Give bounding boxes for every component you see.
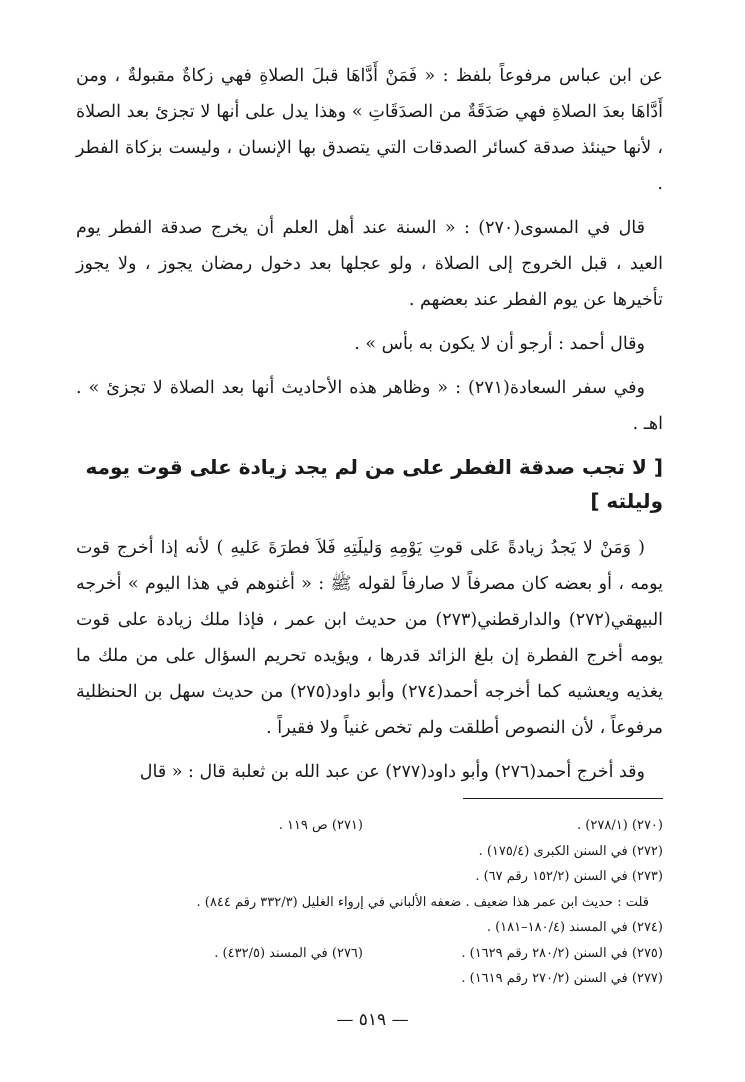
- footnote-276: (٢٧٦) في المسند (٤٣٢/٥) .: [214, 945, 363, 961]
- footnote-273: (٢٧٣) في السنن (١٥٢/٢ رقم ٦٧) .: [475, 869, 663, 884]
- footnote-270: (٢٧٠) (٢٧٨/١) .: [577, 818, 663, 833]
- paragraph-3: وقال أحمد : أرجو أن لا يكون به بأس » .: [354, 334, 645, 354]
- paragraph-4: وفي سفر السعادة(٢٧١) : « وظاهر هذه الأحاديث أنها بعد الصلاة لا تجزئ » . اهـ .: [76, 378, 663, 434]
- paragraph-2: قال في المسوى(٢٧٠) : « السنة عند أهل العلم أن يخرج صدقة الفطر يوم العيد ، قبل الخروج إلى الصلاة ، ولو عجلها بعد دخول رمضان يجوز ، ولا يجوز تأخيرها عن يوم الفطر عند بعضهم .: [76, 218, 663, 310]
- section-heading: [ لا تجب صدقة الفطر على من لم يجد زيادة على قوت يومه وليلته ]: [85, 455, 663, 513]
- footnote-row: [76, 813, 663, 839]
- footnote-274: (٢٧٤) في المسند (١٨٠/٤–١٨١) .: [486, 920, 663, 935]
- paragraph-5: ( وَمَنْ لا يَجدُ زيادةً عَلى قوتِ يَوْمِهِ وَليلَتِهِ فَلاَ فطرَةَ عَليهِ ) لأنه إذا أخرج قوت يومه ، أو بعضه كان مصرفاً لا صارفاً لقوله ﷺ : « أغنوهم في هذا اليوم » أخرجه البيهقي(٢٧٢) والدارقطني(٢٧٣) من حديث ابن عمر ، فإذا ملك زيادة على قوت يومه أخرج الفطرة إن بلغ الزائد قدرها ، ويؤيده تحريم السؤال على من ملك ما يغذيه ويعشيه كما أخرجه أحمد(٢٧٤) وأبو داود(٢٧٥) من حديث سهل بن الحنظلية مرفوعاً ، لأن النصوص أطلقت ولم تخص غنياً ولا فقيراً .: [76, 538, 664, 738]
- footnote-271: (٢٧١) ص ١١٩ .: [278, 818, 363, 833]
- paragraph-1: عن ابن عباس مرفوعاً بلفظ : « فَمَنْ أَدَّاهَا قبلَ الصلاةِ فهي زكاةٌ مقبولةٌ ، ومن أَدَّاهَا بعدَ الصلاةِ فهي صَدَقَةٌ من الصدَقَاتِ » وهذا يدل على أنها لا تجزئ بعد الصلاة ، لأنها حينئذ صدقة كسائر الصدقات التي يتصدق بها الإنسان ، وليست بزكاة الفطر .: [76, 66, 664, 194]
- footnote-275: (٢٧٥) في السنن (٢٨٠/٢ رقم ١٦٢٩) .: [461, 945, 663, 961]
- footnote-comment: قلت : حديث ابن عمر هذا ضعيف . ضعفه الألباني في إرواء الغليل (٣٣٢/٣ رقم ٨٤٤) .: [196, 894, 649, 910]
- footnote-272: (٢٧٢) في السنن الكبرى (١٧٥/٤) .: [478, 843, 663, 859]
- page-number: — ٥١٩ —: [336, 1010, 409, 1030]
- footnote-row: [76, 941, 663, 967]
- paragraph-6: وقد أخرج أحمد(٢٧٦) وأبو داود(٢٧٧) عن عبد الله بن ثعلبة قال : « قال: [139, 762, 645, 782]
- footnote-separator: [463, 798, 663, 799]
- footnote-277: (٢٧٧) في السنن (٢٧٠/٢ رقم ١٦١٩) .: [461, 971, 663, 986]
- footnotes: [76, 813, 663, 992]
